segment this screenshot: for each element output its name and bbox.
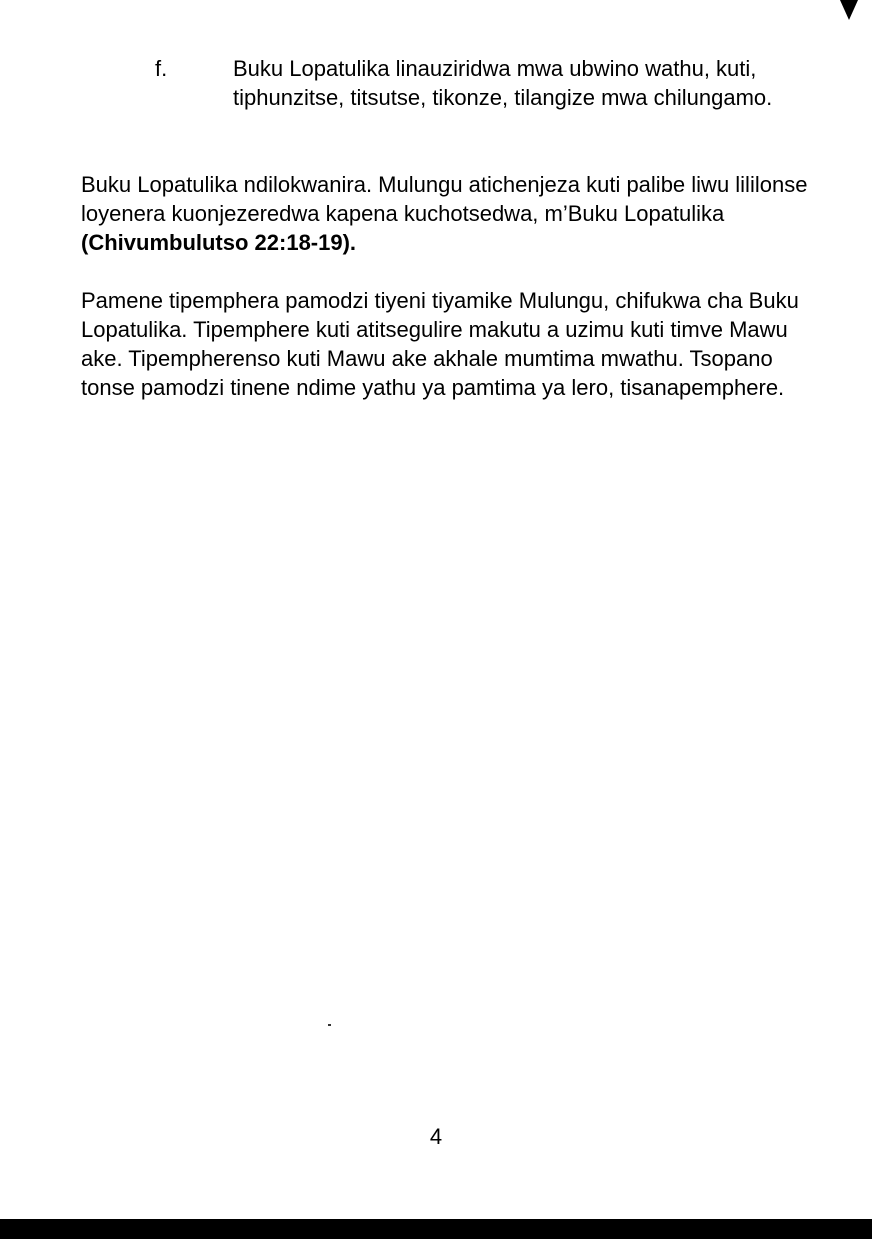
list-item-text: Buku Lopatulika linauziridwa mwa ubwino wathu, kuti, tiphunzitse, titsutse, tikonze, tilangize mwa chilungamo. xyxy=(233,56,773,110)
paragraph-prayer xyxy=(81,286,821,402)
paragraph-prayer-text: Pamene tipemphera pamodzi tiyeni tiyamike Mulungu, chifukwa cha Buku Lopatulika. Tipemphere kuti atitsegulire makutu a uzimu kuti timve Mawu ake. Tipempherenso kuti Mawu ake akhale mumtima mwathu. Tsopano tonse pamodzi tinene ndime yathu ya pamtima ya lero, tisanapemphere. xyxy=(81,288,799,400)
corner-scan-mark xyxy=(840,0,858,20)
scan-speck xyxy=(328,1024,331,1026)
list-marker: f. xyxy=(155,56,168,81)
paragraph-sufficiency-text: Buku Lopatulika ndilokwanira. Mulungu atichenjeza kuti palibe liwu lililonse loyenera kuonjezeredwa kapena kuchotsedwa, m’Buku Lopatulika xyxy=(81,172,808,226)
page-number: 4 xyxy=(429,1124,443,1149)
scripture-reference: (Chivumbulutso 22:18-19). xyxy=(81,230,357,255)
paragraph-sufficiency xyxy=(81,170,821,257)
bottom-scan-border xyxy=(0,1219,872,1239)
